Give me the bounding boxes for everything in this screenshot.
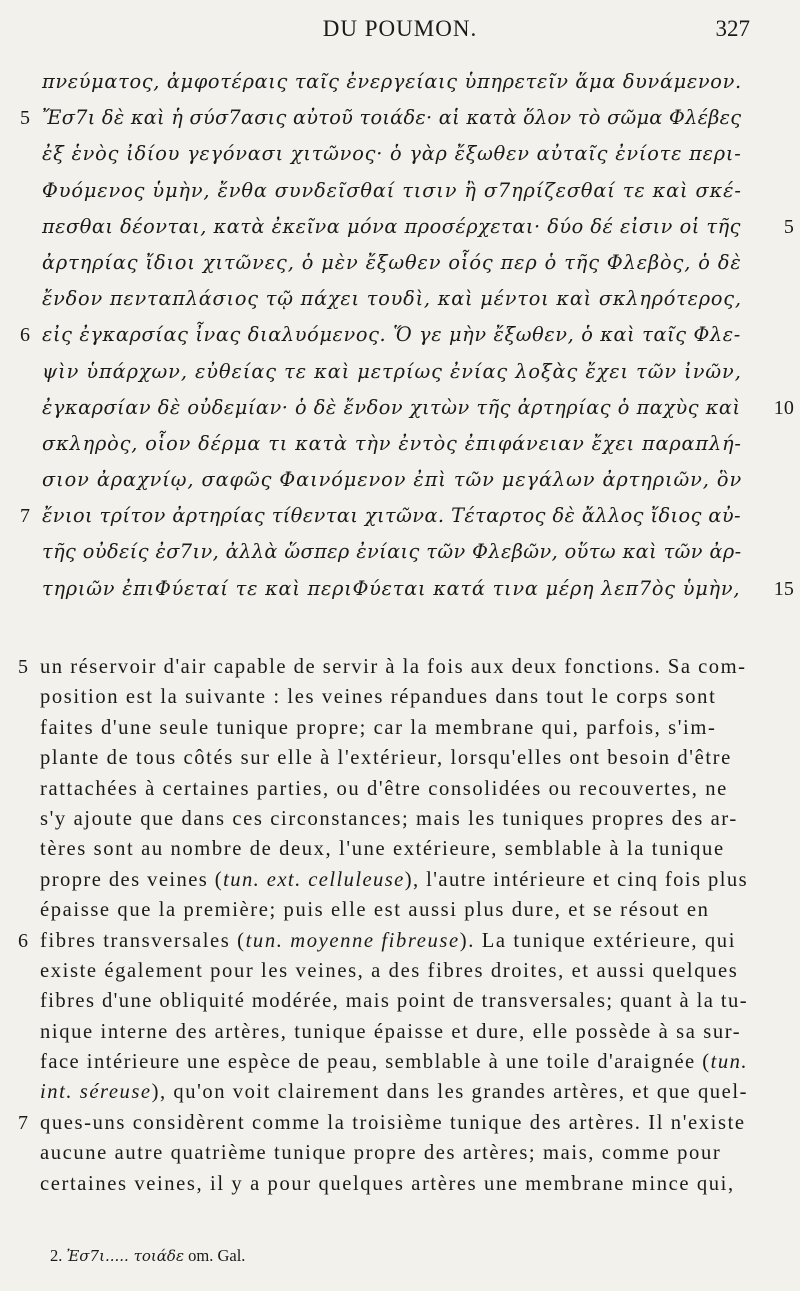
greek-line bbox=[42, 571, 794, 607]
greek-line-text: ἔνιοι τρίτον ἀρτηρίας τίθενται χιτῶνα. Τέταρτος δὲ ἄλλος ἴδιος αὐ- bbox=[42, 504, 741, 528]
greek-line bbox=[42, 64, 754, 100]
left-line-marker: 7 bbox=[20, 505, 31, 528]
french-text: ), qu'on voit clairement dans les grandes artères, et que quel- bbox=[151, 1081, 748, 1104]
french-line bbox=[18, 652, 752, 682]
greek-line-text: ἔνδον πενταπλάσιος τῷ πάχει τουδὶ, καὶ μέντοι καὶ σκληρότερος, bbox=[42, 287, 742, 311]
left-line-marker: 5 bbox=[20, 107, 31, 130]
french-line bbox=[40, 1077, 752, 1107]
french-line bbox=[40, 895, 752, 925]
french-line bbox=[40, 1169, 752, 1199]
french-text: nique interne des artères, tunique épaisse et dure, elle possède à sa sur- bbox=[40, 1020, 742, 1043]
greek-line-text: πνεύματος, ἀμφοτέραις ταῖς ἐνεργείαις ὑπηρετεῖν ἅμα δυνάμενον. bbox=[42, 70, 742, 93]
greek-text-block bbox=[20, 64, 794, 607]
italic-annotation: tun. ext. celluleuse bbox=[223, 868, 405, 891]
greek-line-text: πεσθαι δέονται, κατὰ ἐκεῖνα μόνα προσέρχεται· δύο δέ εἰσιν οἱ τῆς bbox=[42, 214, 741, 238]
greek-line-text: ἐξ ἑνὸς ἰδίου γεγόνασι χιτῶνος· ὁ γὰρ ἔξωθεν αὐταῖς ἐνίοτε περι- bbox=[42, 142, 742, 166]
italic-annotation: int. séreuse bbox=[40, 1081, 152, 1104]
greek-line-text: Φυόμενος ὑμὴν, ἔνθα συνδεῖσθαί τισιν ἢ σ7ηρίζεσθαί τε καὶ σκέ- bbox=[42, 178, 742, 202]
french-text: tères sont au nombre de deux, l'une extérieure, semblable à la tunique bbox=[40, 838, 725, 861]
french-text: plante de tous côtés sur elle à l'extérieur, lorsqu'elles ont besoin d'être bbox=[40, 747, 732, 770]
page-header bbox=[0, 14, 800, 48]
french-line bbox=[40, 743, 752, 773]
greek-line-text: ἐγκαρσίαν δὲ οὐδεμίαν· ὁ δὲ ἔνδον χιτὼν τῆς ἀρτηρίας ὁ παχὺς καὶ bbox=[42, 395, 741, 419]
french-text: fibres d'une obliquité modérée, mais point de transversales; quant à la tu- bbox=[40, 990, 748, 1013]
greek-line-text: εἰς ἐγκαρσίας ἶνας διαλυόμενος. Ὅ γε μὴν ἔξωθεν, ὁ καὶ ταῖς Φλε- bbox=[42, 323, 741, 347]
footnote-note: om. Gal. bbox=[188, 1246, 246, 1265]
left-line-marker: 6 bbox=[18, 929, 28, 952]
french-text: ques-uns considèrent comme la troisième tunique des artères. Il n'existe bbox=[40, 1111, 746, 1134]
french-line bbox=[40, 1047, 752, 1077]
french-line bbox=[40, 713, 752, 743]
french-line bbox=[40, 1138, 752, 1168]
italic-annotation: tun. moyenne fibreuse bbox=[245, 929, 460, 952]
french-line bbox=[40, 834, 752, 864]
french-line bbox=[40, 1017, 752, 1047]
french-text: certaines veines, il y a pour quelques artères une membrane mince qui, bbox=[40, 1172, 735, 1195]
french-text: ). La tunique extérieure, qui bbox=[459, 929, 737, 952]
greek-line-text: σκληρὸς, οἷον δέρμα τι κατὰ τὴν ἐντὸς ἐπιφάνειαν ἔχει παραπλή- bbox=[42, 431, 742, 455]
french-text: épaisse que la première; puis elle est aussi plus dure, et se résout en bbox=[40, 899, 710, 922]
left-line-marker: 7 bbox=[18, 1111, 28, 1134]
french-text: fibres transversales ( bbox=[40, 929, 246, 952]
french-text: un réservoir d'air capable de servir à la fois aux deux fonctions. Sa com- bbox=[40, 656, 747, 678]
french-line bbox=[40, 804, 752, 834]
greek-line-text: σιον ἀραχνίῳ, σαφῶς Φαινόμενον ἐπὶ τῶν μεγάλων ἀρτηριῶν, ὃν bbox=[42, 468, 743, 492]
footnote-greek: Ἐσ7ι..... τοιάδε bbox=[66, 1247, 184, 1265]
french-line bbox=[40, 682, 752, 712]
french-text: face intérieure une espèce de peau, semblable à une toile d'araignée ( bbox=[40, 1051, 711, 1074]
greek-line-text: ἀρτηρίας ἴδιοι χιτῶνες, ὁ μὲν ἔξωθεν οἷός περ ὁ τῆς Φλεβὸς, ὁ δὲ bbox=[42, 250, 742, 274]
greek-line bbox=[42, 462, 754, 498]
french-text: aucune autre quatrième tunique propre des artères; mais, comme pour bbox=[40, 1142, 722, 1165]
french-text: rattachées à certaines parties, ou d'être consolidées ou recouvertes, ne bbox=[40, 777, 728, 800]
greek-line bbox=[42, 534, 754, 570]
greek-line bbox=[42, 245, 754, 281]
footnote bbox=[50, 1246, 245, 1266]
french-translation-block bbox=[18, 652, 752, 1199]
greek-line bbox=[42, 281, 754, 317]
greek-line-text: τηριῶν ἐπιΦύεταί τε καὶ περιΦύεται κατά τινα μέρη λεπ7ὸς ὑμὴν, bbox=[42, 576, 741, 600]
greek-line bbox=[42, 136, 754, 172]
greek-line bbox=[20, 498, 754, 534]
greek-line bbox=[42, 390, 794, 426]
greek-line bbox=[20, 100, 754, 136]
italic-annotation: tun. bbox=[710, 1051, 749, 1074]
page-number: 327 bbox=[715, 16, 750, 41]
greek-line-text: ψὶν ὑπάρχων, εὐθείας τε καὶ μετρίως ἐνίας λοξὰς ἔχει τῶν ἰνῶν, bbox=[42, 359, 742, 383]
greek-line bbox=[42, 209, 794, 245]
greek-line bbox=[20, 317, 754, 353]
greek-line-text: Ἔσ7ι δὲ καὶ ἡ σύσ7ασις αὐτοῦ τοιάδε· αἱ κατὰ ὅλον τὸ σῶμα Φλέβες bbox=[42, 106, 742, 130]
left-line-marker: 6 bbox=[20, 324, 31, 347]
running-title: DU POUMON. bbox=[322, 16, 478, 41]
greek-line bbox=[42, 173, 754, 209]
french-text: ), l'autre intérieure et cinq fois plus bbox=[404, 868, 749, 891]
french-text: faites d'une seule tunique propre; car la membrane qui, parfois, s'im- bbox=[40, 716, 717, 739]
footnote-number: 2. bbox=[50, 1246, 63, 1265]
french-line bbox=[40, 986, 752, 1016]
french-line bbox=[18, 1108, 752, 1138]
french-line bbox=[40, 774, 752, 804]
french-text: propre des veines ( bbox=[40, 868, 224, 891]
french-line bbox=[40, 956, 752, 986]
french-text: s'y ajoute que dans ces circonstances; mais les tuniques propres des ar- bbox=[40, 807, 738, 830]
french-line bbox=[40, 865, 752, 895]
greek-line bbox=[42, 354, 754, 390]
right-line-number: 5 bbox=[783, 215, 794, 238]
french-text: position est la suivante : les veines répandues dans tout le corps sont bbox=[40, 686, 717, 709]
right-line-number: 15 bbox=[773, 577, 794, 600]
greek-line bbox=[42, 426, 754, 462]
left-line-marker: 5 bbox=[18, 656, 28, 678]
french-text: existe également pour les veines, a des fibres droites, et aussi quelques bbox=[40, 959, 739, 982]
french-line bbox=[18, 926, 752, 956]
right-line-number: 10 bbox=[773, 396, 794, 419]
greek-line-text: τῆς οὐδείς ἐσ7ιν, ἀλλὰ ὥσπερ ἐνίαις τῶν Φλεβῶν, οὕτω καὶ τῶν ἀρ- bbox=[42, 540, 742, 564]
